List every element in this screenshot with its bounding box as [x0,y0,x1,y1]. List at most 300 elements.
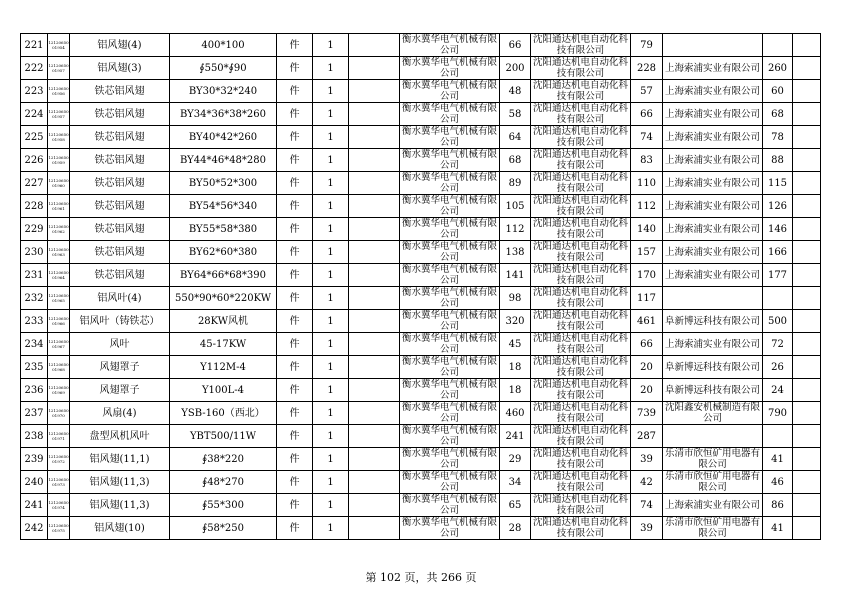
extra-cell [793,333,821,356]
item-spec: ∮38*220 [170,448,277,471]
row-number: 230 [21,241,48,264]
blank-cell [349,80,400,103]
item-spec: ∮58*250 [170,517,277,540]
table-row [21,172,821,195]
supplier-1: 衡水冀华电气机械有限公司 [400,172,500,195]
item-spec: ∮55*300 [170,494,277,517]
item-spec: BY64*66*68*390 [170,264,277,287]
item-code: 12120650 01973 [48,471,70,494]
supplier-1: 衡水冀华电气机械有限公司 [400,34,500,57]
supplier-2: 沈阳通达机电自动化科技有限公司 [531,471,631,494]
price-1: 68 [500,149,531,172]
item-code: 12120650 01959 [48,149,70,172]
price-2: 20 [631,356,663,379]
price-3 [763,425,793,448]
item-spec: 550*90*60*220KW [170,287,277,310]
price-3: 72 [763,333,793,356]
price-2: 117 [631,287,663,310]
extra-cell [793,103,821,126]
unit: 件 [277,379,313,402]
price-1: 200 [500,57,531,80]
supplier-3: 上海索浦实业有限公司 [663,103,763,126]
item-code: 12120650 01971 [48,425,70,448]
item-spec: ∮550*∮90 [170,57,277,80]
row-number: 229 [21,218,48,241]
price-3 [763,287,793,310]
supplier-1: 衡水冀华电气机械有限公司 [400,126,500,149]
price-1: 48 [500,80,531,103]
item-code: 12120650 01968 [48,356,70,379]
supplier-2: 沈阳通达机电自动化科技有限公司 [531,402,631,425]
row-number: 227 [21,172,48,195]
table-row [21,264,821,287]
item-name: 铁芯铝风翅 [70,126,170,149]
item-spec: Y100L-4 [170,379,277,402]
blank-cell [349,517,400,540]
extra-cell [793,310,821,333]
price-3: 146 [763,218,793,241]
unit: 件 [277,448,313,471]
supplier-3: 上海索浦实业有限公司 [663,333,763,356]
supplier-1: 衡水冀华电气机械有限公司 [400,80,500,103]
blank-cell [349,264,400,287]
supplier-1: 衡水冀华电气机械有限公司 [400,195,500,218]
blank-cell [349,494,400,517]
quantity: 1 [313,80,349,103]
item-name: 铁芯铝风翅 [70,264,170,287]
price-3: 126 [763,195,793,218]
item-code: 12120650 01961 [48,195,70,218]
item-name: 铝风翅(11,3) [70,494,170,517]
blank-cell [349,149,400,172]
extra-cell [793,34,821,57]
blank-cell [349,356,400,379]
supplier-1: 衡水冀华电气机械有限公司 [400,425,500,448]
supplier-2: 沈阳通达机电自动化科技有限公司 [531,448,631,471]
supplier-3: 上海索浦实业有限公司 [663,172,763,195]
quantity: 1 [313,379,349,402]
supplier-1: 衡水冀华电气机械有限公司 [400,494,500,517]
supplier-3: 上海索浦实业有限公司 [663,241,763,264]
price-1: 105 [500,195,531,218]
table-row [21,241,821,264]
item-spec: 400*100 [170,34,277,57]
supplier-3: 阜新博远科技有限公司 [663,379,763,402]
supplier-2: 沈阳通达机电自动化科技有限公司 [531,195,631,218]
extra-cell [793,402,821,425]
item-spec: YSB-160（西北） [170,402,277,425]
extra-cell [793,471,821,494]
blank-cell [349,310,400,333]
item-name: 铝风叶(4) [70,287,170,310]
item-spec: BY54*56*340 [170,195,277,218]
item-code: 12120650 01969 [48,379,70,402]
supplier-2: 沈阳通达机电自动化科技有限公司 [531,333,631,356]
quantity: 1 [313,425,349,448]
row-number: 239 [21,448,48,471]
price-3: 24 [763,379,793,402]
supplier-1: 衡水冀华电气机械有限公司 [400,241,500,264]
blank-cell [349,241,400,264]
price-2: 140 [631,218,663,241]
supplier-2: 沈阳通达机电自动化科技有限公司 [531,287,631,310]
item-name: 铝风翅(4) [70,34,170,57]
item-name: 铁芯铝风翅 [70,172,170,195]
supplier-1: 衡水冀华电气机械有限公司 [400,57,500,80]
price-2: 57 [631,80,663,103]
item-name: 铁芯铝风翅 [70,149,170,172]
unit: 件 [277,34,313,57]
item-spec: BY30*32*240 [170,80,277,103]
item-name: 铝风翅(3) [70,57,170,80]
unit: 件 [277,149,313,172]
supplier-3: 乐清市欣恒矿用电器有限公司 [663,448,763,471]
extra-cell [793,494,821,517]
unit: 件 [277,195,313,218]
price-3: 78 [763,126,793,149]
quantity: 1 [313,356,349,379]
price-3: 41 [763,448,793,471]
price-3: 177 [763,264,793,287]
row-number: 235 [21,356,48,379]
item-name: 铝风翅(10) [70,517,170,540]
supplier-1: 衡水冀华电气机械有限公司 [400,333,500,356]
item-name: 铝风翅(11,3) [70,471,170,494]
quantity: 1 [313,471,349,494]
supplier-3: 上海索浦实业有限公司 [663,149,763,172]
item-name: 铝风翅(11,1) [70,448,170,471]
item-code: 12120650 01974 [48,494,70,517]
item-name: 铁芯铝风翅 [70,80,170,103]
price-3: 88 [763,149,793,172]
supplier-2: 沈阳通达机电自动化科技有限公司 [531,80,631,103]
price-1: 45 [500,333,531,356]
item-spec: 28KW风机 [170,310,277,333]
extra-cell [793,172,821,195]
item-name: 盘型风机风叶 [70,425,170,448]
price-2: 66 [631,103,663,126]
price-3: 26 [763,356,793,379]
supplier-1: 衡水冀华电气机械有限公司 [400,287,500,310]
blank-cell [349,195,400,218]
blank-cell [349,103,400,126]
row-number: 240 [21,471,48,494]
supplier-2: 沈阳通达机电自动化科技有限公司 [531,34,631,57]
item-code: 12120650 01970 [48,402,70,425]
supplier-1: 衡水冀华电气机械有限公司 [400,356,500,379]
supplier-2: 沈阳通达机电自动化科技有限公司 [531,149,631,172]
unit: 件 [277,287,313,310]
price-2: 74 [631,126,663,149]
supplier-3: 上海索浦实业有限公司 [663,264,763,287]
supplier-3: 阜新博远科技有限公司 [663,310,763,333]
blank-cell [349,425,400,448]
item-code: 12120650 01957 [48,57,70,80]
supplier-2: 沈阳通达机电自动化科技有限公司 [531,218,631,241]
supplier-1: 衡水冀华电气机械有限公司 [400,402,500,425]
unit: 件 [277,103,313,126]
supplier-2: 沈阳通达机电自动化科技有限公司 [531,57,631,80]
supplier-3: 上海索浦实业有限公司 [663,195,763,218]
price-1: 64 [500,126,531,149]
supplier-3: 上海索浦实业有限公司 [663,57,763,80]
unit: 件 [277,356,313,379]
item-code: 12120650 01954 [48,34,70,57]
page-footer: 第 102 页，共 266 页 [365,571,477,584]
supplier-2: 沈阳通达机电自动化科技有限公司 [531,356,631,379]
extra-cell [793,287,821,310]
item-code: 12120650 01962 [48,218,70,241]
price-3: 60 [763,80,793,103]
table-row [21,149,821,172]
supplier-2: 沈阳通达机电自动化科技有限公司 [531,103,631,126]
supplier-2: 沈阳通达机电自动化科技有限公司 [531,264,631,287]
supplier-3: 乐清市欣恒矿用电器有限公司 [663,517,763,540]
row-number: 236 [21,379,48,402]
price-2: 170 [631,264,663,287]
quantity: 1 [313,402,349,425]
price-2: 287 [631,425,663,448]
supplier-3: 阜新博远科技有限公司 [663,356,763,379]
unit: 件 [277,264,313,287]
quantity: 1 [313,218,349,241]
row-number: 232 [21,287,48,310]
supplier-2: 沈阳通达机电自动化科技有限公司 [531,494,631,517]
price-1: 28 [500,517,531,540]
item-spec: BY55*58*380 [170,218,277,241]
price-2: 461 [631,310,663,333]
price-3: 68 [763,103,793,126]
item-name: 风扇(4) [70,402,170,425]
price-3: 500 [763,310,793,333]
price-2: 79 [631,34,663,57]
item-code: 12120650 01958 [48,126,70,149]
supplier-3: 上海索浦实业有限公司 [663,126,763,149]
price-3 [763,34,793,57]
unit: 件 [277,80,313,103]
supplier-2: 沈阳通达机电自动化科技有限公司 [531,310,631,333]
row-number: 226 [21,149,48,172]
extra-cell [793,448,821,471]
unit: 件 [277,402,313,425]
quantity: 1 [313,287,349,310]
extra-cell [793,425,821,448]
item-code: 12120650 01960 [48,172,70,195]
quantity: 1 [313,57,349,80]
item-spec: 45-17KW [170,333,277,356]
table-row [21,195,821,218]
price-1: 141 [500,264,531,287]
price-1: 241 [500,425,531,448]
price-2: 74 [631,494,663,517]
row-number: 224 [21,103,48,126]
row-number: 233 [21,310,48,333]
supplier-3: 上海索浦实业有限公司 [663,218,763,241]
item-name: 铁芯铝风翅 [70,218,170,241]
quantity: 1 [313,517,349,540]
supplier-1: 衡水冀华电气机械有限公司 [400,149,500,172]
unit: 件 [277,241,313,264]
price-2: 739 [631,402,663,425]
item-spec: BY34*36*38*260 [170,103,277,126]
item-code: 12120650 01967 [48,333,70,356]
item-code: 12120650 01975 [48,517,70,540]
quantity: 1 [313,310,349,333]
price-1: 89 [500,172,531,195]
table-row [21,333,821,356]
extra-cell [793,195,821,218]
table-row [21,80,821,103]
supplier-3: 上海索浦实业有限公司 [663,80,763,103]
supplier-1: 衡水冀华电气机械有限公司 [400,103,500,126]
table-row [21,34,821,57]
price-1: 18 [500,356,531,379]
blank-cell [349,57,400,80]
table-row [21,379,821,402]
item-name: 铁芯铝风翅 [70,195,170,218]
price-2: 228 [631,57,663,80]
table-row [21,310,821,333]
extra-cell [793,241,821,264]
blank-cell [349,402,400,425]
row-number: 237 [21,402,48,425]
price-1: 98 [500,287,531,310]
item-spec: BY40*42*260 [170,126,277,149]
unit: 件 [277,172,313,195]
quantity: 1 [313,172,349,195]
row-number: 241 [21,494,48,517]
supplier-2: 沈阳通达机电自动化科技有限公司 [531,379,631,402]
table-row [21,448,821,471]
blank-cell [349,218,400,241]
item-name: 风叶 [70,333,170,356]
price-2: 20 [631,379,663,402]
supplier-1: 衡水冀华电气机械有限公司 [400,218,500,241]
quantity: 1 [313,34,349,57]
price-1: 18 [500,379,531,402]
blank-cell [349,126,400,149]
quantity: 1 [313,494,349,517]
price-2: 83 [631,149,663,172]
blank-cell [349,172,400,195]
item-code: 12120650 01963 [48,241,70,264]
unit: 件 [277,126,313,149]
table-row [21,517,821,540]
blank-cell [349,333,400,356]
quantity: 1 [313,448,349,471]
price-1: 112 [500,218,531,241]
extra-cell [793,149,821,172]
blank-cell [349,34,400,57]
price-1: 34 [500,471,531,494]
table-row [21,471,821,494]
supplier-2: 沈阳通达机电自动化科技有限公司 [531,517,631,540]
supplier-2: 沈阳通达机电自动化科技有限公司 [531,241,631,264]
row-number: 223 [21,80,48,103]
price-3: 41 [763,517,793,540]
supplier-1: 衡水冀华电气机械有限公司 [400,264,500,287]
supplier-1: 衡水冀华电气机械有限公司 [400,448,500,471]
supplier-3 [663,425,763,448]
price-1: 138 [500,241,531,264]
table-row [21,494,821,517]
table-row [21,57,821,80]
price-1: 58 [500,103,531,126]
supplier-2: 沈阳通达机电自动化科技有限公司 [531,126,631,149]
extra-cell [793,356,821,379]
price-3: 790 [763,402,793,425]
supplier-3: 沈阳鑫安机械制造有限公司 [663,402,763,425]
unit: 件 [277,494,313,517]
supplier-2: 沈阳通达机电自动化科技有限公司 [531,172,631,195]
supplier-1: 衡水冀华电气机械有限公司 [400,379,500,402]
row-number: 234 [21,333,48,356]
item-spec: BY50*52*300 [170,172,277,195]
quantity: 1 [313,241,349,264]
supplier-3: 上海索浦实业有限公司 [663,494,763,517]
unit: 件 [277,333,313,356]
item-spec: Y112M-4 [170,356,277,379]
row-number: 242 [21,517,48,540]
table-row [21,402,821,425]
row-number: 222 [21,57,48,80]
table-row [21,356,821,379]
price-3: 115 [763,172,793,195]
blank-cell [349,471,400,494]
unit: 件 [277,57,313,80]
supplier-3 [663,34,763,57]
item-spec: ∮48*270 [170,471,277,494]
extra-cell [793,80,821,103]
table-row [21,126,821,149]
price-2: 157 [631,241,663,264]
unit: 件 [277,218,313,241]
price-table [20,33,821,540]
item-name: 铁芯铝风翅 [70,103,170,126]
row-number: 238 [21,425,48,448]
item-spec: BY62*60*380 [170,241,277,264]
unit: 件 [277,471,313,494]
row-number: 221 [21,34,48,57]
price-1: 66 [500,34,531,57]
item-code: 12120650 01957 [48,103,70,126]
unit: 件 [277,517,313,540]
supplier-1: 衡水冀华电气机械有限公司 [400,310,500,333]
quantity: 1 [313,264,349,287]
price-3: 46 [763,471,793,494]
extra-cell [793,517,821,540]
price-1: 29 [500,448,531,471]
price-2: 112 [631,195,663,218]
item-name: 铁芯铝风翅 [70,241,170,264]
item-spec: YBT500/11W [170,425,277,448]
table-row [21,287,821,310]
supplier-1: 衡水冀华电气机械有限公司 [400,471,500,494]
blank-cell [349,379,400,402]
price-1: 460 [500,402,531,425]
table-row [21,103,821,126]
price-2: 110 [631,172,663,195]
quantity: 1 [313,195,349,218]
extra-cell [793,264,821,287]
price-2: 39 [631,517,663,540]
item-code: 12120650 01964 [48,264,70,287]
extra-cell [793,379,821,402]
blank-cell [349,448,400,471]
item-spec: BY44*46*48*280 [170,149,277,172]
price-1: 65 [500,494,531,517]
price-3: 86 [763,494,793,517]
